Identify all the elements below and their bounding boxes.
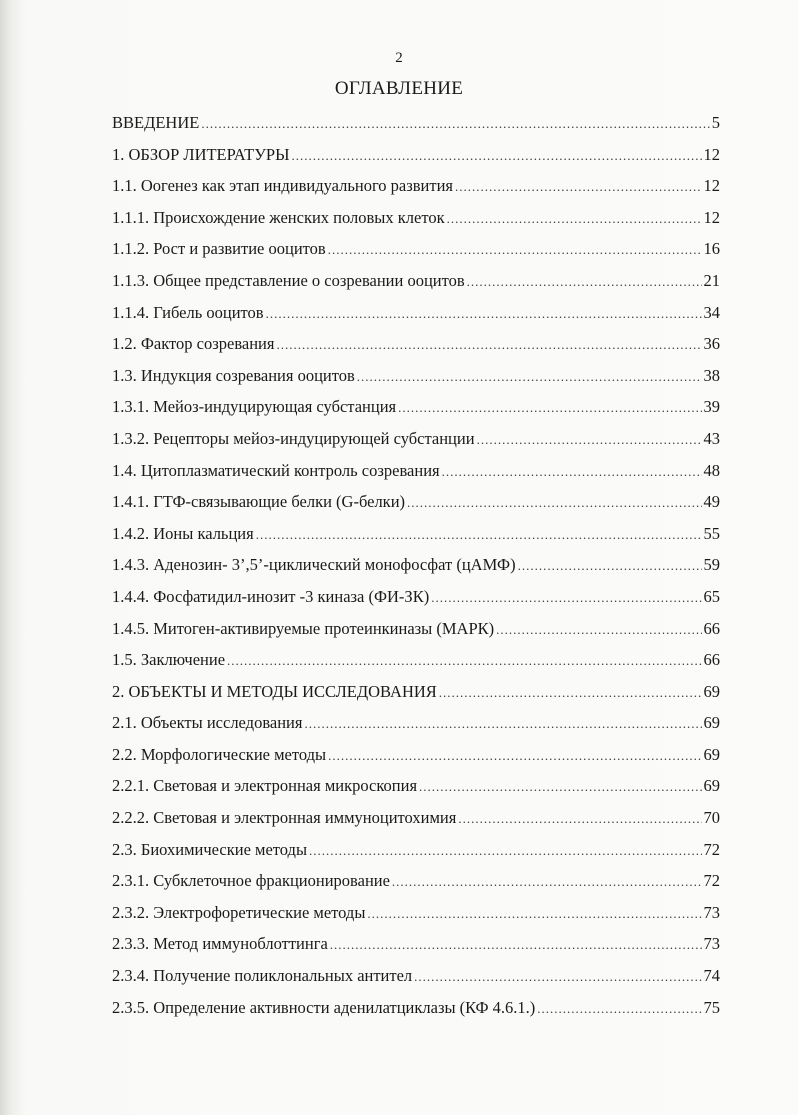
dot-leader bbox=[292, 148, 702, 164]
dot-leader bbox=[201, 116, 709, 132]
dot-leader bbox=[458, 811, 701, 827]
toc-entry-page: 69 bbox=[703, 713, 720, 733]
dot-leader bbox=[357, 369, 702, 385]
dot-leader bbox=[431, 590, 701, 606]
toc-entry-label: 1.1. Оогенез как этап индивидуального развития bbox=[112, 176, 454, 196]
toc-entry bbox=[112, 745, 720, 777]
toc-entry bbox=[112, 776, 720, 808]
table-of-contents bbox=[112, 113, 720, 1029]
toc-entry-label: 2. ОБЪЕКТЫ И МЕТОДЫ ИССЛЕДОВАНИЯ bbox=[112, 681, 437, 701]
toc-entry bbox=[112, 713, 720, 745]
toc-entry-label: 1. ОБЗОР ЛИТЕРАТУРЫ bbox=[112, 144, 290, 164]
dot-leader bbox=[398, 400, 701, 416]
toc-entry-label: 1.4.2. Ионы кальция bbox=[112, 523, 254, 543]
toc-entry-label: 1.4.4. Фосфатидил-инозит -3 киназа (ФИ-ЗК) bbox=[112, 586, 430, 606]
toc-entry-page: 74 bbox=[703, 966, 720, 986]
toc-entry bbox=[112, 903, 720, 935]
dot-leader bbox=[407, 495, 701, 511]
dot-leader bbox=[442, 464, 702, 480]
toc-entry-label: 2.1. Объекты исследования bbox=[112, 713, 303, 733]
toc-entry bbox=[112, 682, 720, 714]
toc-entry bbox=[112, 113, 720, 145]
toc-entry-label: 1.4.5. Митоген-активируемые протеинкиназы (МАРК) bbox=[112, 618, 495, 638]
toc-entry-label: 1.4.3. Аденозин- 3’,5’-циклический монофосфат (цАМФ) bbox=[112, 555, 516, 575]
dot-leader bbox=[392, 874, 702, 890]
toc-entry bbox=[112, 461, 720, 493]
toc-entry-page: 66 bbox=[703, 650, 720, 670]
toc-entry bbox=[112, 587, 720, 619]
toc-entry-label: 2.3.4. Получение поликлональных антител bbox=[112, 966, 413, 986]
toc-entry-page: 69 bbox=[703, 744, 720, 764]
toc-entry-label: 1.3. Индукция созревания ооцитов bbox=[112, 365, 355, 385]
toc-entry-label: ВВЕДЕНИЕ bbox=[112, 113, 200, 132]
toc-entry bbox=[112, 619, 720, 651]
toc-entry-page: 16 bbox=[703, 239, 720, 259]
toc-entry-page: 69 bbox=[703, 776, 720, 796]
toc-entry-label: 1.1.4. Гибель ооцитов bbox=[112, 302, 264, 322]
toc-entry-page: 39 bbox=[703, 397, 720, 417]
toc-entry-label: 1.1.1. Происхождение женских половых клеток bbox=[112, 207, 445, 227]
toc-title: ОГЛАВЛЕНИЕ bbox=[334, 78, 464, 99]
dot-leader bbox=[537, 1001, 701, 1017]
dot-leader bbox=[256, 527, 702, 543]
dot-leader bbox=[304, 716, 701, 732]
toc-entry bbox=[112, 492, 720, 524]
page-number: 2 bbox=[395, 50, 403, 66]
dot-leader bbox=[414, 969, 701, 985]
toc-entry bbox=[112, 271, 720, 303]
toc-entry-page: 12 bbox=[703, 207, 720, 227]
toc-entry-page: 43 bbox=[703, 428, 720, 448]
dot-leader bbox=[266, 306, 702, 322]
dot-leader bbox=[276, 337, 701, 353]
toc-entry-page: 38 bbox=[703, 365, 720, 385]
toc-entry bbox=[112, 303, 720, 335]
toc-entry-page: 55 bbox=[703, 523, 720, 543]
toc-entry bbox=[112, 145, 720, 177]
toc-entry bbox=[112, 429, 720, 461]
toc-entry-page: 73 bbox=[703, 902, 720, 922]
toc-entry-label: 1.3.2. Рецепторы мейоз-индуцирующей субстанции bbox=[112, 428, 475, 448]
toc-entry bbox=[112, 650, 720, 682]
dot-leader bbox=[477, 432, 702, 448]
toc-entry bbox=[112, 239, 720, 271]
toc-entry-label: 2.3.5. Определение активности аденилатциклазы (КФ 4.6.1.) bbox=[112, 997, 536, 1017]
toc-entry-page: 65 bbox=[703, 586, 720, 606]
toc-entry-label: 1.4.1. ГТФ-связывающие белки (G-белки) bbox=[112, 492, 406, 512]
toc-entry-page: 49 bbox=[703, 492, 720, 512]
dot-leader bbox=[455, 179, 701, 195]
toc-entry bbox=[112, 934, 720, 966]
dot-leader bbox=[328, 748, 701, 764]
toc-entry-label: 2.2.2. Световая и электронная иммуноцитохимия bbox=[112, 808, 457, 828]
toc-entry-label: 2.2.1. Световая и электронная микроскопия bbox=[112, 776, 418, 796]
toc-entry bbox=[112, 966, 720, 998]
toc-entry bbox=[112, 998, 720, 1030]
toc-entry bbox=[112, 808, 720, 840]
toc-entry bbox=[112, 840, 720, 872]
toc-entry bbox=[112, 366, 720, 398]
toc-entry-label: 2.3. Биохимические методы bbox=[112, 839, 308, 859]
toc-entry-page: 36 bbox=[703, 334, 720, 354]
dot-leader bbox=[419, 779, 701, 795]
toc-entry-page: 12 bbox=[703, 144, 720, 164]
toc-entry-label: 2.3.3. Метод иммуноблоттинга bbox=[112, 934, 328, 954]
toc-entry-label: 2.3.1. Субклеточное фракционирование bbox=[112, 871, 390, 891]
toc-entry-label: 1.2. Фактор созревания bbox=[112, 334, 275, 354]
toc-entry-page: 69 bbox=[703, 681, 720, 701]
toc-entry-page: 72 bbox=[703, 871, 720, 891]
toc-entry bbox=[112, 555, 720, 587]
toc-entry bbox=[112, 334, 720, 366]
toc-entry-label: 1.1.3. Общее представление о созревании ооцитов bbox=[112, 270, 465, 290]
dot-leader bbox=[367, 906, 701, 922]
dot-leader bbox=[309, 843, 701, 859]
dot-leader bbox=[467, 274, 702, 290]
toc-entry-label: 2.3.2. Электрофоретические методы bbox=[112, 902, 366, 922]
toc-entry-label: 1.4. Цитоплазматический контроль созревания bbox=[112, 460, 440, 480]
toc-entry-page: 72 bbox=[703, 839, 720, 859]
dot-leader bbox=[439, 685, 702, 701]
dot-leader bbox=[328, 242, 702, 258]
toc-entry-label: 1.1.2. Рост и развитие ооцитов bbox=[112, 239, 326, 259]
toc-entry-page: 48 bbox=[703, 460, 720, 480]
toc-entry-page: 73 bbox=[703, 934, 720, 954]
toc-entry bbox=[112, 208, 720, 240]
toc-entry bbox=[112, 176, 720, 208]
dot-leader bbox=[447, 211, 702, 227]
toc-entry bbox=[112, 871, 720, 903]
toc-entry bbox=[112, 397, 720, 429]
toc-entry-page: 34 bbox=[703, 302, 720, 322]
toc-entry-page: 5 bbox=[711, 113, 720, 132]
dot-leader bbox=[496, 622, 701, 638]
toc-entry bbox=[112, 524, 720, 556]
toc-entry-page: 59 bbox=[703, 555, 720, 575]
toc-entry-label: 1.3.1. Мейоз-индуцирующая субстанция bbox=[112, 397, 397, 417]
dot-leader bbox=[518, 558, 702, 574]
toc-entry-page: 66 bbox=[703, 618, 720, 638]
toc-entry-page: 21 bbox=[703, 270, 720, 290]
dot-leader bbox=[330, 937, 702, 953]
dot-leader bbox=[227, 653, 701, 669]
toc-entry-label: 2.2. Морфологические методы bbox=[112, 744, 327, 764]
toc-entry-page: 12 bbox=[703, 176, 720, 196]
toc-entry-page: 75 bbox=[703, 997, 720, 1017]
toc-entry-page: 70 bbox=[703, 808, 720, 828]
toc-entry-label: 1.5. Заключение bbox=[112, 650, 226, 670]
